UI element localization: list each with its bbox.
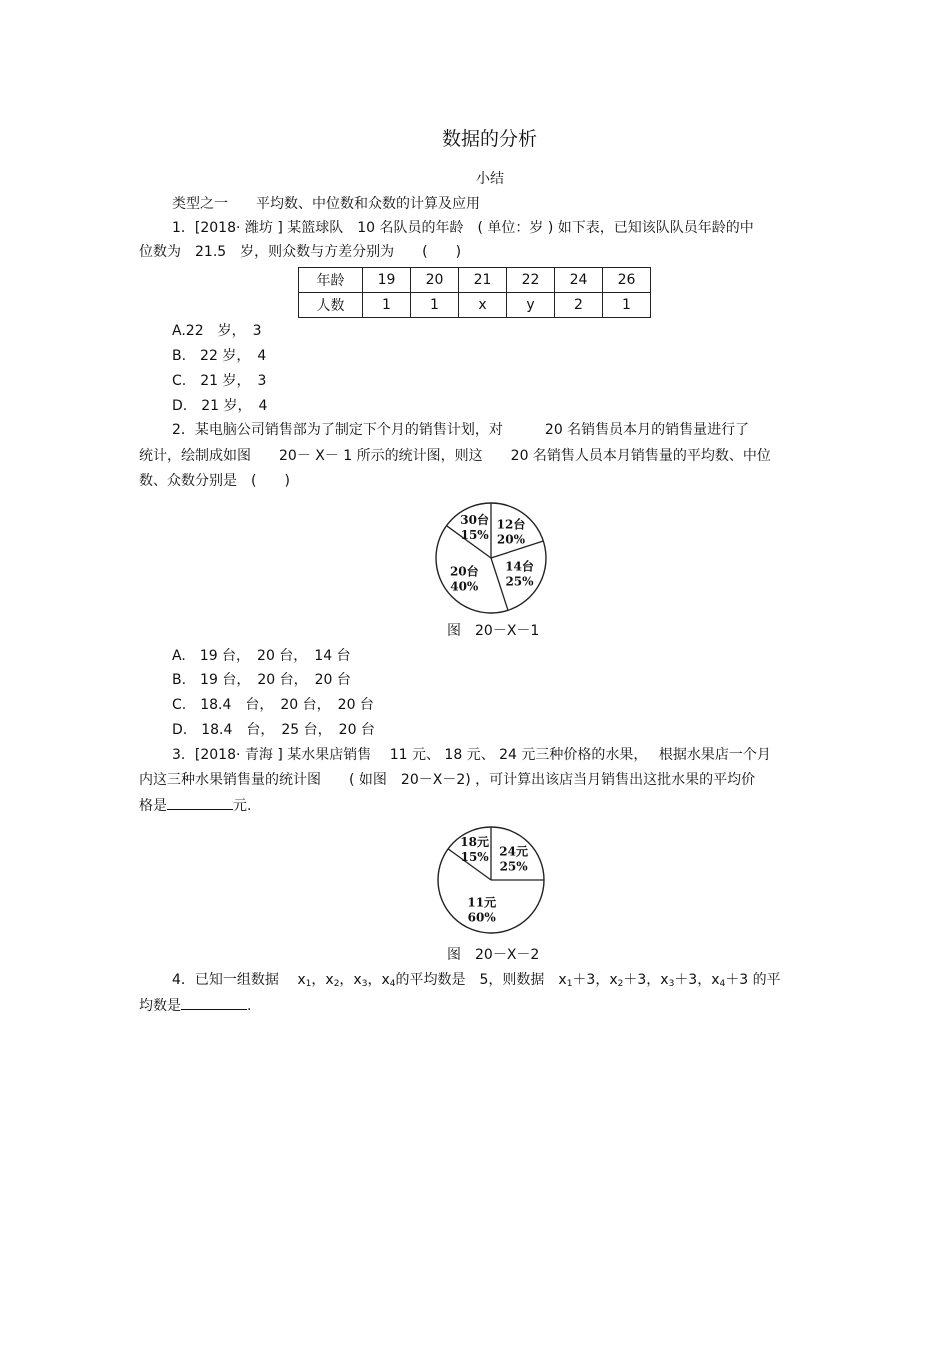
q3-line3	[139, 796, 251, 815]
figure-caption-2: 图 20－X－2	[447, 947, 540, 963]
table-row	[299, 293, 651, 318]
table-cell: 年龄	[299, 268, 363, 293]
q4-text: ，x	[367, 972, 390, 988]
table-cell: x	[459, 293, 507, 318]
q2-option-d: D. 18.4 台， 25 台， 20 台	[172, 722, 375, 738]
q4-line1	[172, 971, 781, 993]
table-cell: 21	[459, 268, 507, 293]
pie-slice-percent: 25%	[505, 574, 534, 589]
subscript: 1	[305, 979, 312, 989]
table-cell: y	[507, 293, 555, 318]
age-table	[298, 267, 651, 318]
table-cell: 19	[363, 268, 411, 293]
pie-slice-percent: 20%	[496, 532, 526, 547]
pie-slice-percent: 15%	[460, 527, 489, 542]
subscript: 3	[361, 979, 368, 989]
q2-option-b: B. 19 台， 20 台， 20 台	[172, 672, 351, 688]
subscript: 4	[719, 979, 726, 989]
subscript: 3	[668, 979, 675, 989]
pie-slice-label: 24元	[499, 844, 528, 859]
table-cell: 人数	[299, 293, 363, 318]
q4-text: 的平均数是 5，则数据 x	[395, 972, 567, 988]
q1-line1: 1．[2018· 潍坊 ] 某篮球队 10 名队员的年龄 ( 单位：岁 ) 如下表，已知该队队员年龄的中	[172, 220, 754, 236]
q4-text: ＋3 的平	[725, 972, 781, 988]
q2-line3: 数、众数分别是 ( )	[139, 473, 290, 489]
q3-line1: 3．[2018· 青海 ] 某水果店销售 11 元、 18 元、 24 元三种价格的水果， 根据水果店一个月	[172, 747, 771, 763]
table-cell: 26	[603, 268, 651, 293]
q2-option-c: C. 18.4 台， 20 台， 20 台	[172, 697, 374, 713]
table-row	[299, 268, 651, 293]
pie-slice-percent: 15%	[460, 849, 489, 864]
pie-slice-label: 12台	[496, 517, 526, 532]
table-cell: 24	[555, 268, 603, 293]
q3-line2: 内这三种水果销售量的统计图 ( 如图 20－X－2) ，可计算出该店当月销售出这批水果的平均价	[139, 772, 756, 788]
q2-option-a: A. 19 台， 20 台， 14 台	[172, 648, 351, 664]
pie-slice-label: 30台	[460, 512, 490, 527]
figure-caption-1: 图 20－X－1	[447, 623, 540, 639]
pie-chart-fruit-prices	[437, 826, 545, 934]
answer-blank-q4[interactable]	[181, 996, 247, 1010]
q1-option-c: C. 21 岁， 3	[172, 373, 267, 389]
pie-slice-label: 11元	[467, 895, 497, 910]
q4-line2-suffix: .	[247, 998, 252, 1014]
q3-line3-suffix: 元.	[233, 798, 252, 814]
table-cell: 1	[363, 293, 411, 318]
page-subtitle: 小结	[476, 171, 504, 187]
subscript: 2	[333, 979, 340, 989]
table-cell: 2	[555, 293, 603, 318]
table-cell: 1	[411, 293, 459, 318]
page-title: 数据的分析	[442, 128, 538, 150]
q4-line2-prefix: 均数是	[139, 998, 181, 1014]
subscript: 2	[617, 979, 624, 989]
q4-text: 4．已知一组数据 x	[172, 972, 306, 988]
table-cell: 20	[411, 268, 459, 293]
q1-option-d: D. 21 岁， 4	[172, 398, 268, 414]
q2-line2: 统计，绘制成如图 20－ X－ 1 所示的统计图，则这 20 名销售人员本月销售量的平均数、中位	[139, 448, 771, 464]
q3-line3-prefix: 格是	[139, 798, 167, 814]
pie-slice-percent: 25%	[499, 859, 528, 874]
table-cell: 1	[603, 293, 651, 318]
q4-text: ，x	[311, 972, 334, 988]
pie-slice-label: 14台	[505, 559, 534, 574]
type-heading: 类型之一 平均数、中位数和众数的计算及应用	[172, 196, 480, 212]
pie-slice-percent: 40%	[450, 579, 479, 594]
table-cell: 22	[507, 268, 555, 293]
q2-line1: 2．某电脑公司销售部为了制定下个月的销售计划，对 20 名销售员本月的销售量进行了	[172, 422, 750, 438]
q4-text: ，x	[339, 972, 362, 988]
q4-line2	[139, 996, 251, 1015]
pie-slice-percent: 60%	[467, 910, 496, 925]
q1-option-b: B. 22 岁， 4	[172, 348, 267, 364]
pie-slice-label: 20台	[449, 564, 479, 579]
subscript: 1	[566, 979, 573, 989]
q1-option-a: A.22 岁， 3	[172, 323, 262, 339]
subscript: 4	[389, 979, 396, 989]
q4-text: ＋3，x	[623, 972, 669, 988]
q4-text: ＋3，x	[572, 972, 618, 988]
pie-chart-sales	[435, 502, 547, 614]
pie-slice-label: 18元	[460, 834, 490, 849]
answer-blank-q3[interactable]	[167, 796, 233, 810]
q1-line2: 位数为 21.5 岁，则众数与方差分别为 ( )	[139, 244, 462, 260]
q4-text: ＋3，x	[674, 972, 720, 988]
